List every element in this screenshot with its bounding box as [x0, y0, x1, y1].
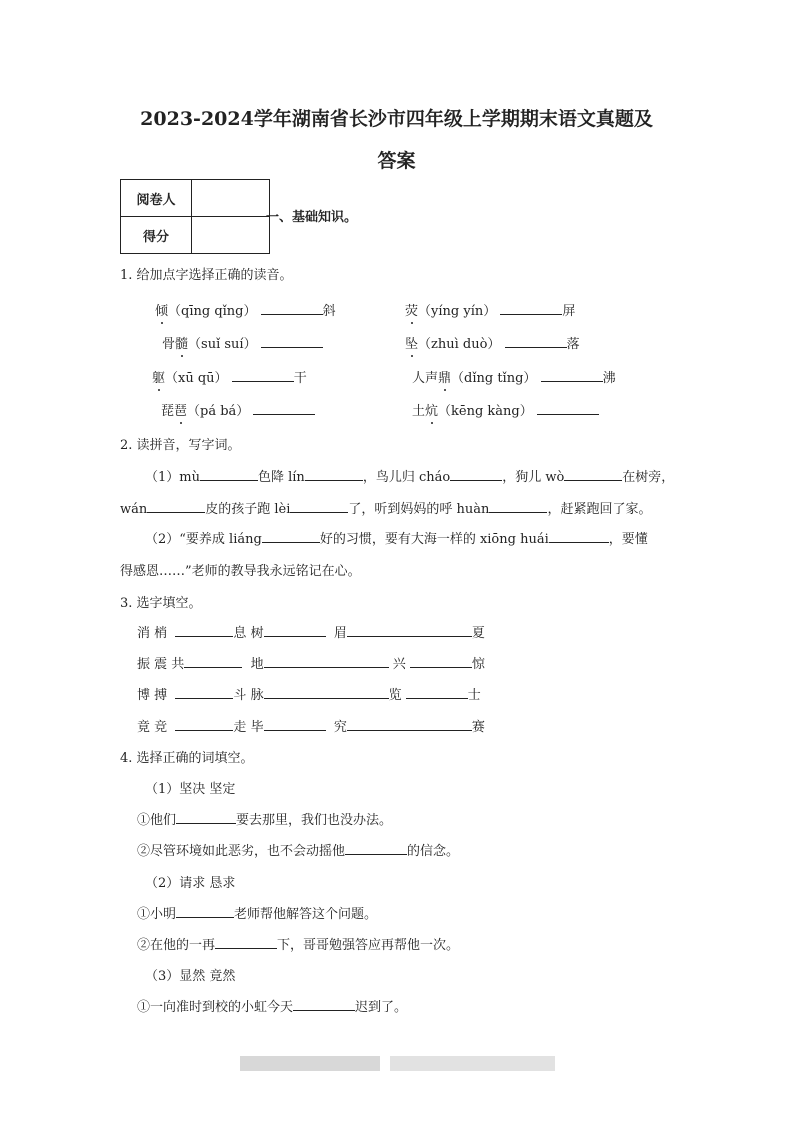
q4-group-label: （3）显然 竟然	[145, 969, 236, 984]
answer-blank	[175, 622, 233, 637]
footer-watermark	[240, 1056, 380, 1071]
q1-item: 土炕（kēng kàng）	[412, 400, 599, 419]
question-4-stem: 4. 选择正确的词填空。	[120, 751, 254, 766]
q2-line: 得感恩……”老师的教导我永远铭记在心。	[120, 564, 361, 579]
answer-blank	[147, 498, 205, 513]
answer-blank	[345, 840, 407, 855]
q3-row: 竟 竞 走 毕 究 赛	[137, 716, 485, 735]
dotted-char: 倾	[155, 304, 169, 319]
answer-blank	[505, 333, 567, 348]
answer-blank	[537, 400, 599, 415]
reviewer-cell	[192, 180, 270, 217]
page-title: 2023-2024学年湖南省长沙市四年级上学期期末语文真题及	[140, 108, 653, 130]
q1-item: 倾（qīng qǐng） 斜	[155, 300, 336, 319]
answer-blank	[406, 684, 468, 699]
answer-blank	[264, 622, 326, 637]
q3-row: 消 梢 息 树 眉 夏	[137, 622, 485, 641]
score-cell	[192, 217, 270, 254]
q1-item: 坠（zhuì duò） 落	[405, 333, 580, 352]
answer-blank	[200, 466, 258, 481]
page-title-line2: 答案	[377, 150, 416, 172]
dotted-char: 躯	[152, 371, 166, 386]
answer-blank	[290, 498, 348, 513]
answer-blank	[549, 528, 609, 543]
q3-row: 博 搏 斗 脉 览 士	[137, 684, 481, 703]
answer-blank	[215, 934, 277, 949]
answer-blank	[176, 903, 234, 918]
q2-line: wán 皮的孩子跑 lèi 了，听到妈妈的呼 huàn ，赶紧跑回了家。	[120, 498, 651, 517]
q1-item: 骨髓（suǐ suí）	[162, 333, 323, 352]
q3-row: 振 震 共 地 兴 惊	[137, 653, 485, 672]
q1-item: 琵琶（pá bá）	[161, 400, 315, 419]
answer-blank	[410, 653, 472, 668]
q2-line: （2）“要养成 liáng 好的习惯，要有大海一样的 xiōng huái ，要懂	[145, 528, 648, 547]
question-3-stem: 3. 选字填空。	[120, 596, 202, 611]
q4-sentence: ②在他的一再 下，哥哥勉强答应再帮他一次。	[137, 934, 459, 953]
score-label: 得分	[121, 217, 192, 254]
dotted-char: 琶	[174, 404, 188, 419]
footer-watermark-2	[390, 1056, 555, 1071]
q1-item: 躯（xū qū） 干	[152, 367, 307, 386]
dotted-char: 炕	[425, 404, 439, 419]
dotted-char: 坠	[405, 337, 419, 352]
q4-sentence: ②尽管环境如此恶劣，也不会动摇他 的信念。	[137, 840, 459, 859]
answer-blank	[347, 622, 472, 637]
q2-line: （1）mù 色降 lín ，鸟儿归 cháo ，狗儿 wò 在树旁，	[145, 466, 674, 485]
answer-blank	[264, 653, 389, 668]
q4-sentence: ①小明 老师帮他解答这个问题。	[137, 903, 377, 922]
dotted-char: 荧	[405, 304, 419, 319]
answer-blank	[232, 367, 294, 382]
question-2-stem: 2. 读拼音，写字词。	[120, 438, 241, 453]
answer-blank	[450, 466, 502, 481]
answer-blank	[184, 653, 242, 668]
dotted-char: 髓	[175, 337, 189, 352]
answer-blank	[305, 466, 363, 481]
section-heading: 一、基础知识。	[266, 210, 358, 225]
answer-blank	[264, 684, 389, 699]
q4-group-label: （2）请求 恳求	[145, 876, 236, 891]
q4-group-label: （1）坚决 坚定	[145, 782, 236, 797]
answer-blank	[541, 367, 603, 382]
answer-blank	[176, 809, 236, 824]
answer-blank	[347, 716, 472, 731]
answer-blank	[564, 466, 622, 481]
q1-item: 人声鼎（dǐng tǐng） 沸	[412, 367, 616, 386]
answer-blank	[500, 300, 562, 315]
dotted-char: 鼎	[438, 371, 452, 386]
q1-item: 荧（yíng yín） 屏	[405, 300, 575, 319]
answer-blank	[261, 333, 323, 348]
answer-blank	[489, 498, 547, 513]
answer-blank	[261, 300, 323, 315]
answer-blank	[175, 684, 233, 699]
q4-sentence: ①一向准时到校的小虹今天 迟到了。	[137, 996, 407, 1015]
answer-blank	[262, 528, 320, 543]
answer-blank	[264, 716, 326, 731]
reviewer-label: 阅卷人	[121, 180, 192, 217]
question-1-stem: 1. 给加点字选择正确的读音。	[120, 268, 293, 283]
answer-blank	[253, 400, 315, 415]
q4-sentence: ①他们 要去那里，我们也没办法。	[137, 809, 392, 828]
answer-blank	[175, 716, 233, 731]
score-table	[120, 179, 270, 254]
answer-blank	[293, 996, 355, 1011]
